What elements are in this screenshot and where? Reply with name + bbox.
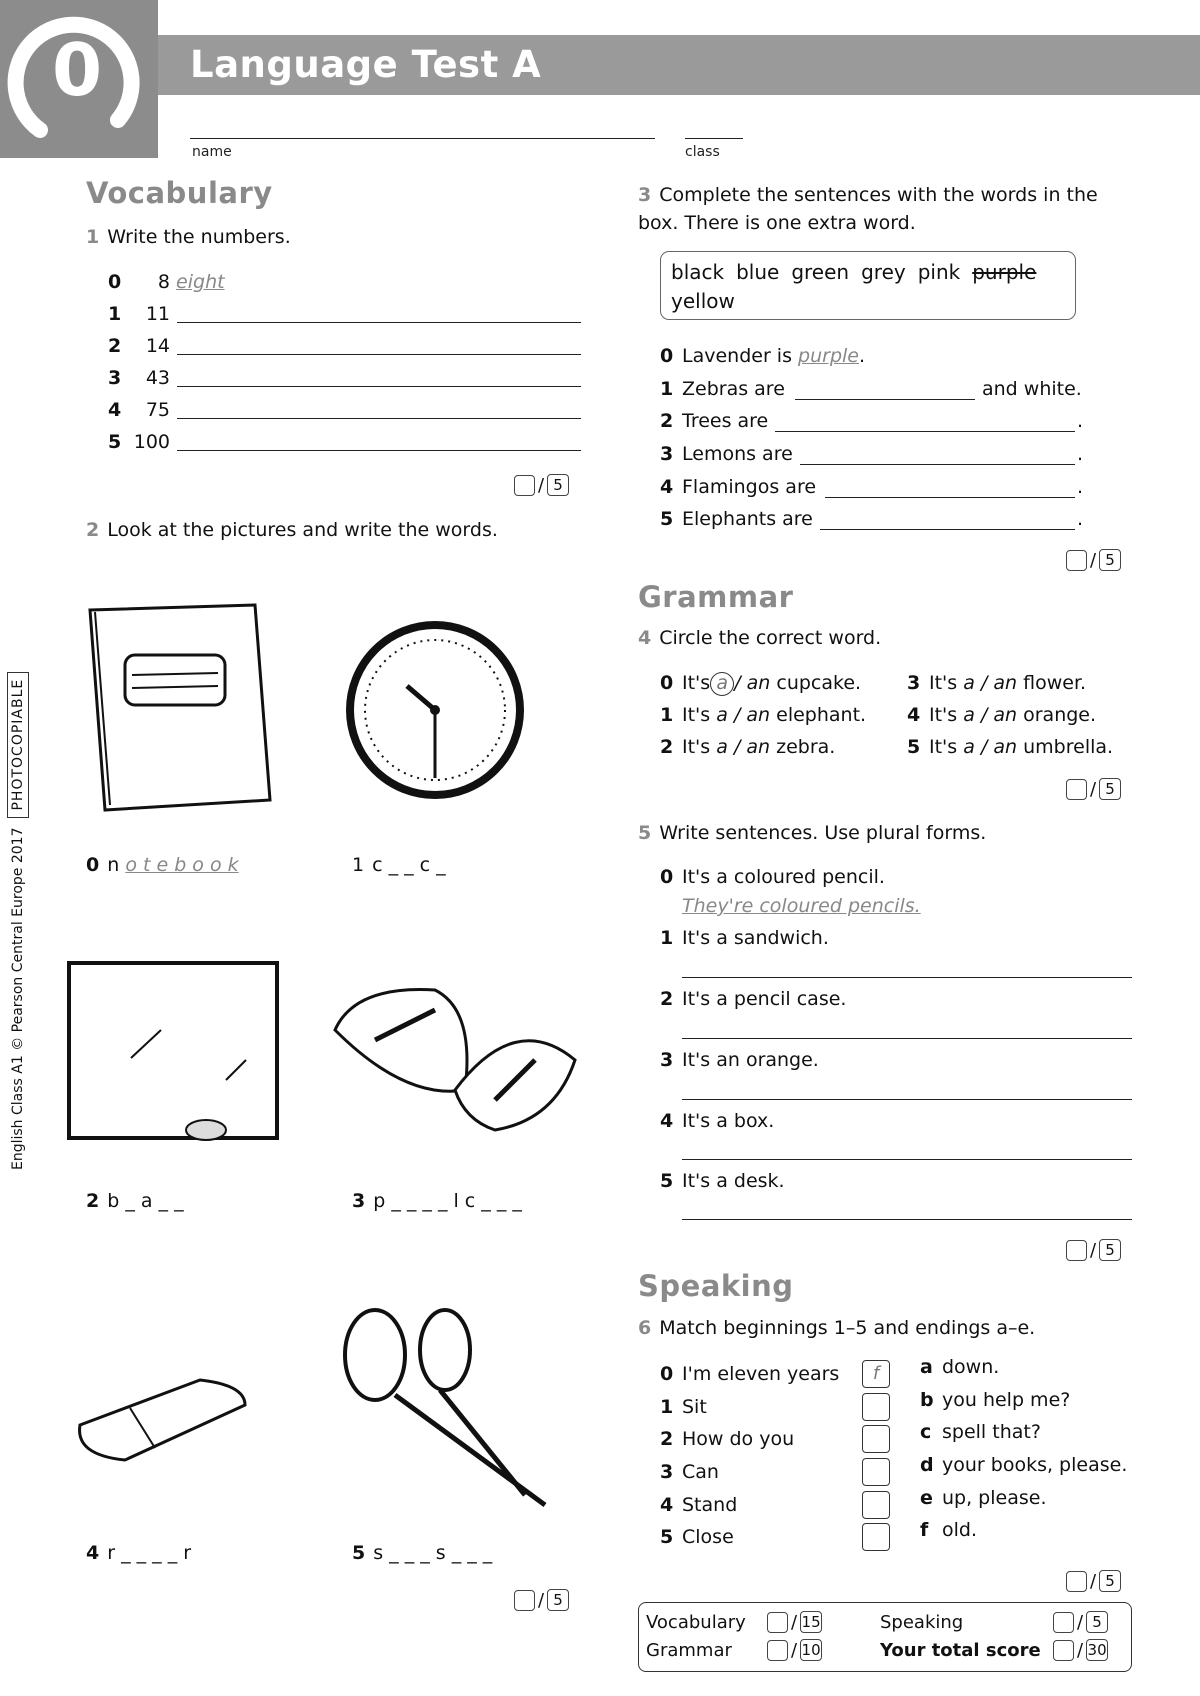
scissors-icon [335,1305,560,1515]
unit-number: 0 [52,28,103,112]
answer-line[interactable] [682,1159,1132,1160]
list-item: 3 It's an orange. [660,1049,819,1071]
photocopiable-label: PHOTOCOPIABLE [7,672,29,818]
list-item: 0 Lavender is purple. [660,345,866,367]
caption-0: 0 n o t e b o o k [86,854,239,876]
option-a[interactable]: a [716,704,728,726]
ex5-score: / 5 [1066,1239,1121,1261]
name-line[interactable] [190,138,655,139]
list-item: b you help me? [920,1389,1071,1411]
ex3-text: Complete the sentences with the words in the box. There is one extra word. [638,184,1098,234]
example-answer: They're coloured pencils. [682,895,921,917]
example-answer: eight [176,271,225,293]
list-item: 5 It's a desk. [660,1170,785,1192]
rubber-icon [70,1370,250,1470]
score-input[interactable] [1066,1571,1087,1592]
score-input[interactable] [1066,779,1087,800]
speaking-heading: Speaking [638,1269,794,1303]
ex2-instruction [86,519,498,541]
list-item: 1 It's a / an elephant. [660,704,867,726]
list-item: 3 It's a / an flower. [907,672,1087,694]
answer-line[interactable] [177,386,581,387]
word-box [660,251,1076,320]
word-yellow: yellow [671,289,735,313]
ex1-text: Write the numbers. [107,226,291,248]
caption-5: 5 s _ _ _ s _ _ _ [352,1542,493,1564]
page-title: Language Test A [190,43,542,86]
clock-icon [335,620,535,800]
vocabulary-total: Vocabulary / 15 [646,1611,821,1633]
name-label: name [192,144,232,160]
class-label: class [685,144,720,160]
list-item: 0 It's a coloured pencil. [660,866,885,888]
answer-line[interactable] [682,977,1132,978]
match-answer-box[interactable] [862,1393,890,1421]
caption-4: 4 r _ _ _ _ r [86,1542,192,1564]
match-answer-box[interactable] [862,1458,890,1486]
list-item: 5 Elephants are [660,508,813,530]
list-item: 0 It's a / an cupcake. [660,672,862,694]
answer-line[interactable] [177,418,581,419]
list-item: 1 11 [108,303,170,325]
option-a[interactable]: a [963,704,975,726]
list-item: 5 Close [660,1526,734,1548]
ex6-instruction [638,1317,1035,1339]
option-an[interactable]: an [746,736,771,758]
list-item: 4 Stand [660,1494,738,1516]
list-item: 2 It's a / an zebra. [660,736,836,758]
list-item: a down. [920,1356,1000,1378]
option-a[interactable]: a [963,672,975,694]
sentence-end: . [1077,476,1084,498]
word-purple: purple [972,260,1037,284]
list-item: 3 43 [108,367,170,389]
ex3-instruction [638,181,1138,237]
ex1-instruction [86,226,291,248]
score-input[interactable] [1066,1240,1087,1261]
list-item: 4 It's a box. [660,1110,775,1132]
ex2-text: Look at the pictures and write the words. [107,519,498,541]
list-item: 2 How do you [660,1428,795,1450]
list-item: 1 Zebras are [660,378,785,400]
answer-line[interactable] [825,497,1075,498]
sentence-end: and white. [982,378,1082,400]
ex4-instruction [638,627,881,649]
answer-line[interactable] [177,322,581,323]
list-item: 1 Sit [660,1396,707,1418]
ex5-text: Write sentences. Use plural forms. [659,822,987,844]
list-item: 5 100 [108,431,170,453]
caption-3: 3 p _ _ _ _ l c _ _ _ [352,1190,522,1212]
ex1-number: 1 [86,226,100,248]
match-answer-box[interactable] [862,1491,890,1519]
score-input[interactable] [767,1640,788,1661]
list-item: 4 Flamingos are [660,476,817,498]
list-item: 3 Can [660,1461,719,1483]
sentence-end: . [1077,508,1084,530]
list-item: 4 It's a / an orange. [907,704,1097,726]
answer-line[interactable] [800,464,1075,465]
ex4-score: / 5 [1066,778,1121,800]
list-item: 0 I'm eleven years [660,1363,840,1385]
sentence-end: . [1077,410,1084,432]
option-an[interactable]: an [993,736,1018,758]
unit-badge [0,0,158,158]
ex2-score: / 5 [514,1589,569,1611]
list-item: 0 8 eight [108,271,225,293]
ex2-number: 2 [86,519,100,541]
sidebar-copyright [10,672,26,1170]
class-line[interactable] [685,138,743,139]
option-an[interactable]: an [746,704,771,726]
answer-line[interactable] [682,1099,1132,1100]
pencil-case-icon [315,970,585,1135]
ex3-score: / 5 [1066,549,1121,571]
ex6-number: 6 [638,1317,652,1339]
option-an[interactable]: an [993,704,1018,726]
copyright-text: English Class A1 © Pearson Central Europe 2017 [10,827,26,1170]
score-input[interactable] [514,1590,535,1611]
answer-line[interactable] [682,1038,1132,1039]
list-item: e up, please. [920,1487,1047,1509]
match-answer-box[interactable] [862,1523,890,1551]
option-an[interactable]: an [993,672,1018,694]
score-input[interactable] [1066,550,1087,571]
speaking-total: Speaking / 5 [880,1611,1108,1633]
match-answer-box[interactable] [862,1425,890,1453]
caption-2: 2 b _ a _ _ [86,1190,184,1212]
option-a[interactable]: a [716,736,728,758]
grand-total: Your total score / 30 [880,1639,1107,1661]
score-input[interactable] [1053,1640,1074,1661]
ex3-number: 3 [638,184,652,206]
circled-answer: a [710,672,734,696]
list-item: 3 Lemons are [660,443,793,465]
ex6-text: Match beginnings 1–5 and endings a–e. [659,1317,1036,1339]
list-item: 2 Trees are [660,410,769,432]
score-input[interactable] [767,1612,788,1633]
ex1-score: / 5 [514,474,569,496]
word-grey: grey [861,260,906,284]
answer-line[interactable] [795,399,975,400]
list-item: 1 It's a sandwich. [660,927,829,949]
ex5-number: 5 [638,822,652,844]
match-answer-box[interactable]: f [862,1360,890,1388]
answer-line[interactable] [682,1219,1132,1220]
list-item: c spell that? [920,1421,1041,1443]
ex4-number: 4 [638,627,652,649]
answer-line[interactable] [177,354,581,355]
list-item: 2 It's a pencil case. [660,988,847,1010]
grammar-heading: Grammar [638,580,794,614]
ex5-instruction [638,822,986,844]
word-black: black [671,260,725,284]
caption-1: 1 c _ _ c _ [352,854,446,876]
ex6-score: / 5 [1066,1570,1121,1592]
score-input[interactable] [514,475,535,496]
list-item: 5 It's a / an umbrella. [907,736,1114,758]
word-green: green [791,260,850,284]
answer-line[interactable] [820,529,1075,530]
vocabulary-heading: Vocabulary [86,176,273,210]
ex4-text: Circle the correct word. [659,627,882,649]
list-item: 4 75 [108,399,170,421]
grammar-total: Grammar / 10 [646,1639,821,1661]
word-blue: blue [736,260,780,284]
option-a[interactable]: a [963,736,975,758]
word-pink: pink [917,260,961,284]
answer-line[interactable] [177,450,581,451]
sentence-end: . [1077,443,1084,465]
list-item: f old. [920,1519,978,1541]
board-icon [66,960,281,1150]
answer-line[interactable] [775,431,1075,432]
score-input[interactable] [1053,1612,1074,1633]
notebook-icon [80,600,280,815]
list-item: d your books, please. [920,1454,1128,1476]
list-item: 2 14 [108,335,170,357]
